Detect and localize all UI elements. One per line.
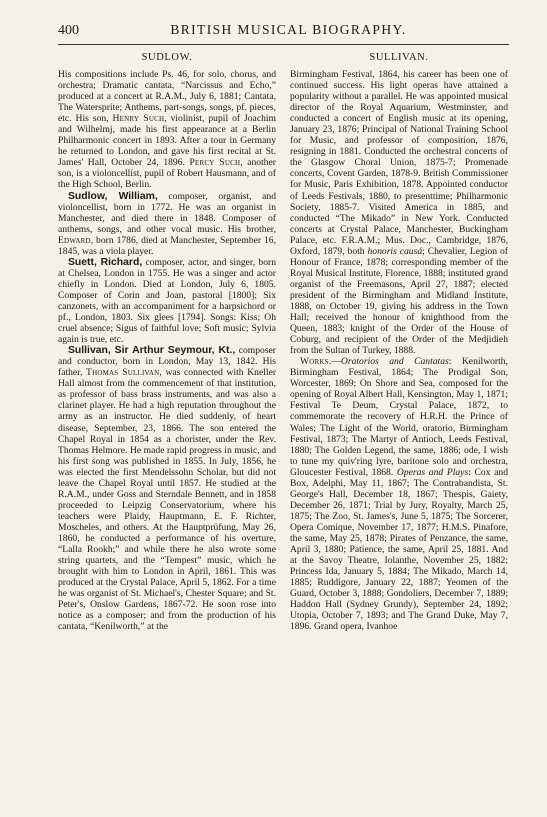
small-caps-name: Henry Such [112, 113, 165, 125]
text-run: , violinist, pupil of Joachim and Wilhelmj, made his first appearance at a Berlin Philharmonic concert in 1893. After a tour in Germany he returned to London, and gave his first recital at St. James' Hall, October 24, 1896. [58, 113, 276, 169]
text-columns [58, 49, 509, 632]
text-run: composer, organist, and violoncellist, born in 1772. He was an organist in Manchester, and died there in 1848. Composer of anthems, songs, and other vocal music. His brother, [58, 190, 276, 235]
paragraph-sullivan-works [290, 356, 508, 632]
paragraph-sullivan-career [290, 69, 508, 356]
page-header [58, 22, 509, 45]
entry-suett-richard [58, 257, 276, 345]
book-title: BRITISH MUSICAL BIOGRAPHY. [170, 22, 407, 37]
text-run: composer and conductor, born in London, May 13, 1842. His father, [58, 345, 277, 379]
text-run: : Kenilworth, Birmingham Festival, 1864; The Prodigal Son, Worcester, 1869; On Shore and Sea, composed for the opening of Royal Albert Hall, Kensington, May 1, 1871; Festival Te Deum, Crystal Palace, 1872, to commemorate the recovery of H.R.H. the Prince of Wales; The Light of the World, oratorio, Birmingham Festival, 1873; The Martyr of Antioch, Leeds Festival, 1880; The Golden Legend, the same, 1886; ode, I wish to tune my quiv'ring lyre, baritone solo and orchestra, Gloucester Festival, 1868. [290, 356, 508, 478]
entry-heading: Sudlow, William, [68, 190, 158, 202]
left-running-head: SUDLOW. [141, 52, 193, 63]
text-run: composer, actor, and singer, born at Chelsea, London in 1755. He was a singer and actor chiefly in London. Died at London, July 6, 1805. Composer of Corin and Joan, pastoral [1800]; Six canzonets, with an accompaniment for a harpsichord or pf., London, 1803. Six glees [1794]. Songs: Kiss; Oh cruel absence; Sigus of faithful love; Soft music; Sylvia again is true, etc. [58, 256, 277, 346]
text-run: Birmingham Festival, 1864, his career has been one of continued success. His light operas have attained a popularity without a parallel. He was appointed musical director of the Royal Aquarium, Westminster, and conducted a concert of English music at its opening, January 23, 1876; Principal of National Training School for Music, and professor of composition, 1876, resigning in 1881. Conducted the orchestral concerts of the Glasgow Choral Union, 1875-7; Promenade concerts, Covent Garden, 1878-9. British Commissioner for Music, Paris Exhibition, 1878. Appointed conductor of Leeds Festivals, 1880, to presenttime; Philharmonic Society, 1885-7. Visited America in 1885, and conducted “The Mikado” in New York. Conducted concerts at Crystal Palace, Manchester, Buckingham Palace, etc. F.R.A.M.; Mus. Doc., Cambridge, 1876, Oxford, 1879, both [290, 69, 508, 257]
entry-sudlow-william [58, 191, 276, 257]
small-caps-name: Works. [300, 356, 332, 368]
italic-text: honoris causá [367, 245, 423, 257]
text-run: , another son, is a violoncellist, pupil of Robert Hausmann, and of the High School, Berlin. [58, 157, 276, 191]
small-caps-name: Edward [58, 234, 91, 246]
italic-text: Operas and Plays [396, 466, 469, 478]
right-running-head: SULLIVAN. [369, 52, 429, 63]
paragraph-such-continued [58, 69, 276, 191]
entry-sullivan-arthur [58, 345, 276, 632]
page-number: 400 [58, 23, 79, 38]
text-run: His compositions include Ps. 46, for solo, chorus, and orchestra; Dramatic cantata, “Narcissus and Echo,” produced at a concert at R.A.M., July 6, 1881; Cantata, The Waterspríte; Anthems, part-songs, songs, pf. pieces, etc. His son, [58, 69, 276, 125]
italic-text: Oratorios and Cantatas [340, 356, 449, 368]
small-caps-name: Percy Such [189, 157, 241, 169]
left-column [58, 49, 276, 632]
text-run: , born 1786, died at Manchester, September 16, 1845, was a viola player. [58, 234, 276, 257]
text-run: — [331, 356, 341, 368]
entry-heading: Sullivan, Sir Arthur Seymour, Kt., [68, 345, 236, 357]
entry-heading: Suett, Richard, [68, 256, 143, 268]
small-caps-name: Thomas Sullivan [86, 367, 160, 379]
text-run: , was connected with Kneller Hall almost from the commencement of that institution, as professor of bass brass instruments, and was also a clarinet player. He had a high reputation throughout the army as an instructor. He died suddenly, of heart disease, September, 23, 1866. The son entered the Chapel Royal in 1854 as a chorister, under the Rev. Thomas Helmore. He made rapid progress in music, and his first song was published in 1855. In July, 1856, he was elected the first Mendelssohn Scholar, but did not leave the Chapel Royal until 1857. He studied at the R.A.M., under Goss and Sterndale Bennett, and in 1858 proceeded to Leipzig Conservatorium, where his teachers were Plaidy, Hauptmann, E. F. Richter, Moscheles, and others. At the Hauptprüfung, May 26, 1860, he conducted a performance of his overture, “Lalla Rookh;” and while there he also wrote some string quartets, and the “Tempest” music, which he brought with him to London in April, 1861. This was produced at the Crystal Palace, April 5, 1862. For a time he was organist of St. Michael's, Chester Square; and St. Peter's, Onslow Gardens, 1867-72. He soon rose into notice as a composer; and from the production of his cantata, “Kenilworth,” at the [58, 367, 277, 633]
text-run: : Cox and Box, Adelphi, May 11, 1867; The Contrabandista, St. George's Hall, December 18, 1867; Thespis, Gaiety, December 26, 1871; Trial by Jury, Royalty, March 25, 1875; The Zoo, St. James's, June 5, 1875; The Sorcerer, Opera Comique, November 17, 1877; H.M.S. Pinafore, the same, May 25, 1878; Pirates of Penzance, the same, April 3, 1880; Patience, the same, April 25, 1881. And at the Savoy Theatre, Iolanthe, November 25, 1882; Princess Ida, January 5, 1884; The Mikado, March 14, 1885; Ruddigore, January 22, 1887; Yeomen of the Guard, October 3, 1888; Gondoliers, December 7, 1889; Haddon Hall (Sydney Grundy), September 24, 1892; Utopia, October 7, 1893; and The Grand Duke, May 7, 1896. Grand opera, Ivanhoe [290, 466, 509, 633]
text-run: ; Chevalier, Legion of Honour of France, 1878; corresponding member of the Royal Musical Institute, Florence, 1888; instituted grand organist of the Freemasons, April 27, 1887; elected president of the Birmingham and Midland Institute, 1888, on October 19, giving his address in the Town Hall; received the honour of knighthood from the Queen, 1883; knight of the Order of the House of Coburg, and recipient of the Order of the Medjidieh from the Sultan of Turkey, 1888. [290, 245, 508, 357]
right-column [290, 49, 508, 632]
